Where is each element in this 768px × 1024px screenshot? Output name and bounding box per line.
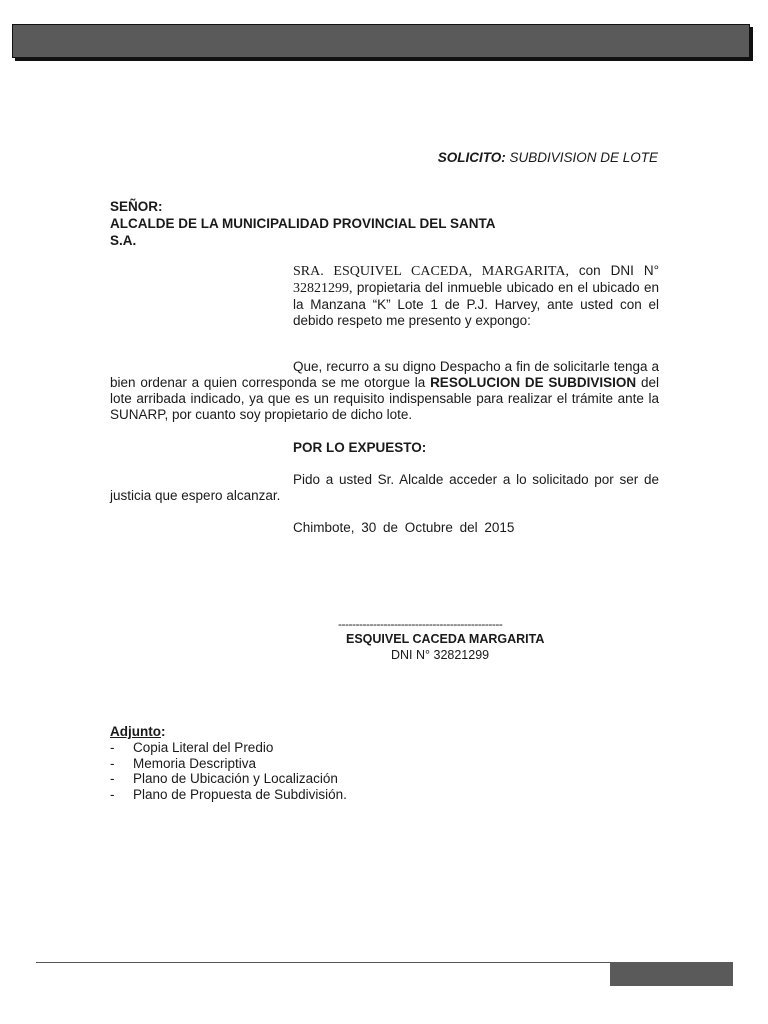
attachments-list — [110, 740, 347, 803]
attachments-title-text: Adjunto — [110, 724, 161, 739]
bullet-dash: - — [110, 755, 115, 771]
list-item — [110, 787, 347, 803]
request-paragraph — [110, 359, 659, 423]
header-banner — [12, 24, 750, 58]
date-line: Chimbote, 30 de Octubre del 2015 — [293, 520, 515, 535]
applicant-name: SRA. ESQUIVEL CACEDA, MARGARITA, — [293, 264, 569, 279]
section-heading: POR LO EXPUESTO: — [293, 440, 427, 455]
bullet-dash: - — [110, 771, 115, 787]
attachment-label: Plano de Propuesta de Subdivisión. — [133, 787, 347, 803]
request-text-a: Que, recurro a su digno Despacho a fin de solicitarle tenga a bien ordenar a quien corresponda se me otorgue la — [110, 359, 659, 390]
addressee-salutation: SEÑOR: — [110, 199, 163, 214]
subject-label: SOLICITO: — [437, 150, 506, 165]
attachments-colon: : — [160, 724, 166, 739]
list-item — [110, 771, 347, 787]
subject-value: SUBDIVISION DE LOTE — [505, 150, 658, 165]
request-text-b: del lote arribada indicado, ya que es un requisito indispensable para realizar el trámite ante la SUNARP, por cuanto soy propietario de dicho lote. — [110, 375, 659, 422]
list-item — [110, 756, 347, 772]
addressee-block — [110, 198, 496, 249]
addressee-abbrev: S.A. — [110, 233, 137, 248]
bullet-dash: - — [110, 740, 115, 755]
signatory-dni: DNI N° 32821299 — [391, 648, 490, 662]
intro-text-b: propietaria del inmueble ubicado en el ubicado en la Manzana “K” Lote 1 de P.J. Harvey, ante usted con el debido respeto me presento y expongo: — [293, 280, 659, 328]
list-item — [110, 740, 347, 756]
intro-text-a: con DNI N° — [568, 263, 659, 278]
subject-line — [438, 150, 658, 165]
closing-paragraph: Pido a usted Sr. Alcalde acceder a lo solicitado por ser de justicia que espero alcanzar. — [110, 472, 659, 503]
addressee-title: ALCALDE DE LA MUNICIPALIDAD PROVINCIAL DEL SANTA — [110, 216, 496, 231]
attachment-label: Copia Literal del Predio — [133, 740, 274, 755]
applicant-dni: 32821299, — [293, 281, 353, 296]
attachments-title — [110, 724, 165, 739]
footer-rule — [36, 962, 610, 963]
footer-box — [610, 962, 733, 986]
attachment-label: Plano de Ubicación y Localización — [133, 771, 338, 787]
intro-paragraph — [293, 263, 659, 329]
signature-line: ----------------------------------------------- — [338, 617, 503, 631]
bullet-dash: - — [110, 787, 115, 803]
request-bold: RESOLUCION DE SUBDIVISION — [430, 375, 637, 390]
attachment-label: Memoria Descriptiva — [133, 755, 257, 771]
signatory-name: ESQUIVEL CACEDA MARGARITA — [346, 632, 545, 646]
